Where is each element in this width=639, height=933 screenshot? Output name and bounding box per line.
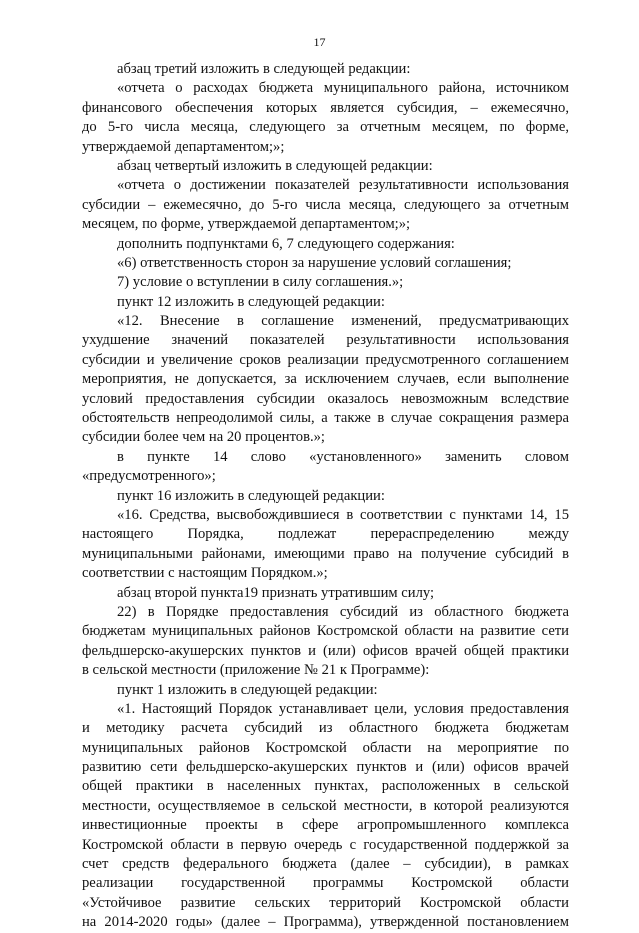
text-line: ухудшение значений показателей результативности использования xyxy=(82,332,569,349)
text-line: в пункте 14 слово «установленного» заменить словом xyxy=(117,448,569,465)
text-line: субсидии – ежемесячно, до 5-го числа месяца, следующего за отчетным xyxy=(82,196,569,213)
text-line: фельдшерско-акушерских пунктов и (или) офисов врачей общей практики xyxy=(82,642,569,659)
text-line: «предусмотренного»; xyxy=(82,468,216,485)
text-line: абзац второй пункта19 признать утратившим силу; xyxy=(117,584,435,601)
text-line: счет средств федерального бюджета (далее – субсидии), в рамках xyxy=(82,856,569,873)
text-line: обстоятельств непреодолимой силы, а также в случае сокращения размера xyxy=(82,410,569,427)
text-line: финансового обеспечения которых является субсидия, – ежемесячно, xyxy=(82,99,569,116)
text-line: «1. Настоящий Порядок устанавливает цели, условия предоставления xyxy=(117,700,569,717)
text-line: «6) ответственность сторон за нарушение условий соглашения; xyxy=(117,254,512,271)
text-line: «12. Внесение в соглашение изменений, предусматривающих xyxy=(117,313,569,330)
text-line: бюджетам муниципальных районов Костромской области на развитие сети xyxy=(82,623,569,640)
text-line: абзац третий изложить в следующей редакции: xyxy=(117,61,411,77)
text-line: 7) условие о вступлении в силу соглашения.»; xyxy=(117,274,404,291)
text-line: «Устойчивое развитие сельских территорий Костромской области xyxy=(82,894,569,911)
text-line: 22) в Порядке предоставления субсидий из областного бюджета xyxy=(117,603,569,620)
text-line: муниципальных районов Костромской области на мероприятие по xyxy=(82,739,569,756)
text-line: дополнить подпунктами 6, 7 следующего содержания: xyxy=(117,235,455,252)
text-line: месяцем, по форме, утверждаемой департаментом;»; xyxy=(82,216,411,233)
page-number: 17 xyxy=(313,35,326,49)
text-line: и методику расчета субсидий из областного бюджета бюджетам xyxy=(82,720,569,737)
text-line: на 2014-2020 годы» (далее – Программа), утвержденной постановлением xyxy=(82,914,569,931)
text-line: субсидии более чем на 20 процентов.»; xyxy=(82,429,325,446)
text-line: местности, осуществляемое в сельской местности, в которой реализуются xyxy=(82,797,569,814)
text-line: «отчета о расходах бюджета муниципального района, источником xyxy=(117,80,569,97)
text-line: пункт 16 изложить в следующей редакции: xyxy=(117,487,385,504)
text-line: реализации государственной программы Костромской области xyxy=(82,875,569,892)
text-line: в сельской местности (приложение № 21 к Программе): xyxy=(82,662,430,679)
text-line: утверждаемой департаментом;»; xyxy=(82,138,285,155)
document-body xyxy=(82,60,569,933)
text-line: пункт 1 изложить в следующей редакции: xyxy=(117,681,378,698)
text-line: мероприятия, не допускается, за исключением случаев, если выполнение xyxy=(82,371,569,388)
text-line: субсидии и увеличение сроков реализации предусмотренного соглашением xyxy=(82,351,569,368)
text-line: пункт 12 изложить в следующей редакции: xyxy=(117,293,385,310)
text-line: «16. Средства, высвобождившиеся в соответствии с пунктами 14, 15 xyxy=(117,506,569,523)
text-line: абзац четвертый изложить в следующей редакции: xyxy=(117,157,433,174)
text-line: Костромской области в первую очередь с государственной поддержкой за xyxy=(82,836,569,853)
text-line: развитию сети фельдшерско-акушерских пунктов и (или) офисов врачей xyxy=(82,759,569,776)
text-line: до 5-го числа месяца, следующего за отчетным месяцем, по форме, xyxy=(82,119,569,136)
text-line: настоящего Порядка, подлежат перераспределению между xyxy=(82,526,569,543)
text-line: условий предоставления субсидии оказалось невозможным вследствие xyxy=(82,390,569,407)
text-line: общей практики в населенных пунктах, расположенных в сельской xyxy=(82,778,569,795)
text-line: «отчета о достижении показателей результативности использования xyxy=(117,177,569,194)
text-line: инвестиционные проекты в сфере агропромышленного комплекса xyxy=(82,817,569,834)
text-line: соответствии с настоящим Порядком.»; xyxy=(82,565,328,582)
text-line: муниципальными районами, имеющими право на получение субсидий в xyxy=(82,545,569,562)
